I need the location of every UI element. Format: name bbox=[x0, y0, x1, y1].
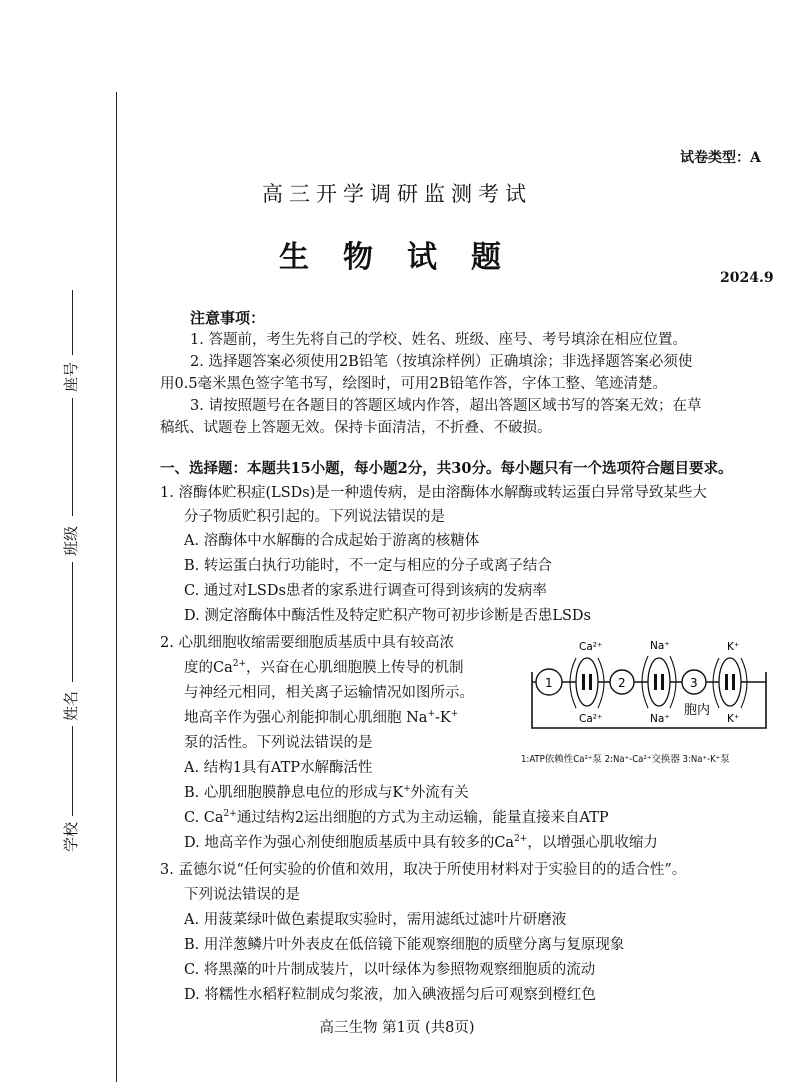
superscript: + bbox=[450, 709, 459, 720]
section-heading: 一、选择题：本题共15小题，每小题2分，共30分。每小题只有一个选项符合题目要求。 bbox=[160, 460, 733, 477]
q1-option-c: C. 通过对LSDs患者的家系进行调查可得到该病的发病率 bbox=[184, 583, 547, 599]
ca-arrow-left bbox=[570, 658, 576, 708]
q2-text: C. Ca bbox=[184, 810, 224, 826]
q2-text: 外流有关 bbox=[410, 785, 469, 801]
superscript: 2+ bbox=[514, 834, 528, 845]
na-bottom-label: Na⁺ bbox=[650, 713, 670, 725]
exam-date: 2024.9 bbox=[720, 270, 774, 286]
q2-option-d bbox=[184, 831, 658, 855]
q3-option-a: A. 用菠菜绿叶做色素提取实验时，需用滤纸过滤叶片研磨液 bbox=[184, 912, 567, 928]
q2-text: D. 地高辛作为强心剂使细胞质基质中具有较多的Ca bbox=[184, 835, 515, 851]
notice-title: 注意事项： bbox=[190, 309, 266, 327]
notice-item-2-line-1: 2. 选择题答案必须使用2B铅笔（按填涂样例）正确填涂；非选择题答案必须使 bbox=[190, 354, 693, 370]
paper-type: 试卷类型：A bbox=[680, 150, 761, 166]
k-bottom-label: K⁺ bbox=[727, 713, 740, 725]
q2-text: B. 心肌细胞膜静息电位的形成与K bbox=[184, 785, 404, 801]
superscript: + bbox=[427, 709, 435, 720]
k-arrow-left bbox=[713, 658, 719, 708]
class-fill-line bbox=[72, 398, 73, 516]
k-channel-bar bbox=[725, 674, 728, 690]
ca-arrow-right bbox=[598, 658, 604, 708]
q2-option-b bbox=[184, 781, 469, 805]
na-channel bbox=[648, 658, 670, 706]
q2-text: 地高辛作为强心剂能抑制心肌细胞 Na bbox=[184, 710, 428, 726]
superscript: 2+ bbox=[232, 659, 247, 670]
notice-item-3-line-2: 稿纸、试题卷上答题无效。保持卡面清洁，不折叠、不破损。 bbox=[160, 420, 552, 436]
q2-stem-line-2 bbox=[184, 656, 464, 680]
class-label: 班级 bbox=[62, 525, 80, 556]
k-channel-bar bbox=[732, 674, 735, 690]
q3-option-c: C. 将黑藻的叶片制成装片，以叶绿体为参照物观察细胞质的流动 bbox=[184, 962, 596, 978]
ion-transport-diagram bbox=[524, 636, 772, 732]
q2-text: ，兴奋在心肌细胞膜上传导的机制 bbox=[246, 660, 464, 676]
k-channel bbox=[719, 658, 741, 706]
q3-option-b: B. 用洋葱鳞片叶外表皮在低倍镜下能观察细胞的质壁分离与复原现象 bbox=[184, 937, 625, 953]
q2-text: -K bbox=[435, 710, 451, 726]
q1-option-b: B. 转运蛋白执行功能时，不一定与相应的分子或离子结合 bbox=[184, 558, 552, 574]
seat-label: 座号 bbox=[62, 361, 80, 392]
notice-item-2-line-2: 用0.5毫米黑色签字笔书写，绘图时，可用2B铅笔作答，字体工整、笔迹清楚。 bbox=[160, 376, 667, 392]
q1-stem-line-1: 1. 溶酶体贮积症(LSDs)是一种遗传病，是由溶酶体水解酶或转运蛋白异常导致某些大 bbox=[160, 485, 707, 501]
ca-top-label: Ca²⁺ bbox=[579, 641, 603, 653]
notice-item-3-line-1: 3. 请按照题号在各题目的答题区域内作答，超出答题区域书写的答案无效；在草 bbox=[190, 398, 702, 414]
seat-fill-line bbox=[72, 290, 73, 355]
k-top-label: K⁺ bbox=[727, 641, 740, 653]
na-channel-bar bbox=[654, 674, 657, 690]
superscript: + bbox=[403, 784, 411, 795]
diagram-caption: 1:ATP依赖性Ca²⁺泵 2:Na⁺-Ca²⁺交换器 3:Na⁺-K⁺泵 bbox=[521, 754, 730, 765]
q2-stem-line-5: 泵的活性。下列说法错误的是 bbox=[184, 735, 373, 751]
notice-item-1: 1. 答题前，考生先将自己的学校、姓名、班级、座号、考号填涂在相应位置。 bbox=[190, 332, 687, 348]
page-footer: 高三生物 第1页 (共8页) bbox=[319, 1020, 475, 1036]
subject-title: 生物试题 bbox=[279, 240, 535, 275]
q3-stem-line-2: 下列说法错误的是 bbox=[184, 887, 300, 903]
q1-option-a: A. 溶酶体中水解酶的合成起始于游离的核糖体 bbox=[184, 533, 480, 549]
transporter-1-label: 1 bbox=[545, 676, 553, 690]
q2-option-a: A. 结构1具有ATP水解酶活性 bbox=[184, 760, 373, 776]
q2-stem-line-4 bbox=[184, 706, 458, 730]
school-label: 学校 bbox=[62, 821, 80, 852]
na-channel-bar bbox=[661, 674, 664, 690]
k-arrow-right bbox=[741, 658, 747, 708]
superscript: 2+ bbox=[223, 809, 237, 820]
transporter-3-label: 3 bbox=[690, 676, 698, 690]
q3-option-d: D. 将糯性水稻籽粒制成匀浆液，加入碘液摇匀后可观察到橙红色 bbox=[184, 987, 596, 1003]
exam-title: 高三开学调研监测考试 bbox=[262, 182, 532, 206]
q2-option-c bbox=[184, 806, 609, 830]
q2-stem-line-3: 与神经元相同，相关离子运输情况如图所示。 bbox=[184, 685, 474, 701]
q1-option-d: D. 测定溶酶体中酶活性及特定贮积产物可初步诊断是否患LSDs bbox=[184, 608, 591, 624]
ca-channel bbox=[576, 658, 598, 706]
ca-channel-bar bbox=[582, 674, 585, 690]
q2-stem-line-1: 2. 心肌细胞收缩需要细胞质基质中具有较高浓 bbox=[160, 635, 454, 651]
q2-text: 度的Ca bbox=[184, 660, 233, 676]
na-top-label: Na⁺ bbox=[650, 640, 670, 652]
q2-text: ，以增强心肌收缩力 bbox=[527, 835, 658, 851]
ca-bottom-label: Ca²⁺ bbox=[579, 713, 603, 725]
q3-stem-line-1: 3. 孟德尔说“任何实验的价值和效用，取决于所使用材料对于实验目的的适合性”。 bbox=[160, 862, 687, 878]
name-fill-line bbox=[72, 562, 73, 682]
q1-stem-line-2: 分子物质贮积引起的。下列说法错误的是 bbox=[184, 509, 445, 525]
intracellular-label: 胞内 bbox=[684, 703, 711, 718]
transporter-2-label: 2 bbox=[618, 676, 626, 690]
name-label: 姓名 bbox=[62, 690, 80, 721]
school-fill-line bbox=[72, 726, 73, 816]
q2-text: 通过结构2运出细胞的方式为主动运输，能量直接来自ATP bbox=[236, 810, 609, 826]
ca-channel-bar bbox=[589, 674, 592, 690]
